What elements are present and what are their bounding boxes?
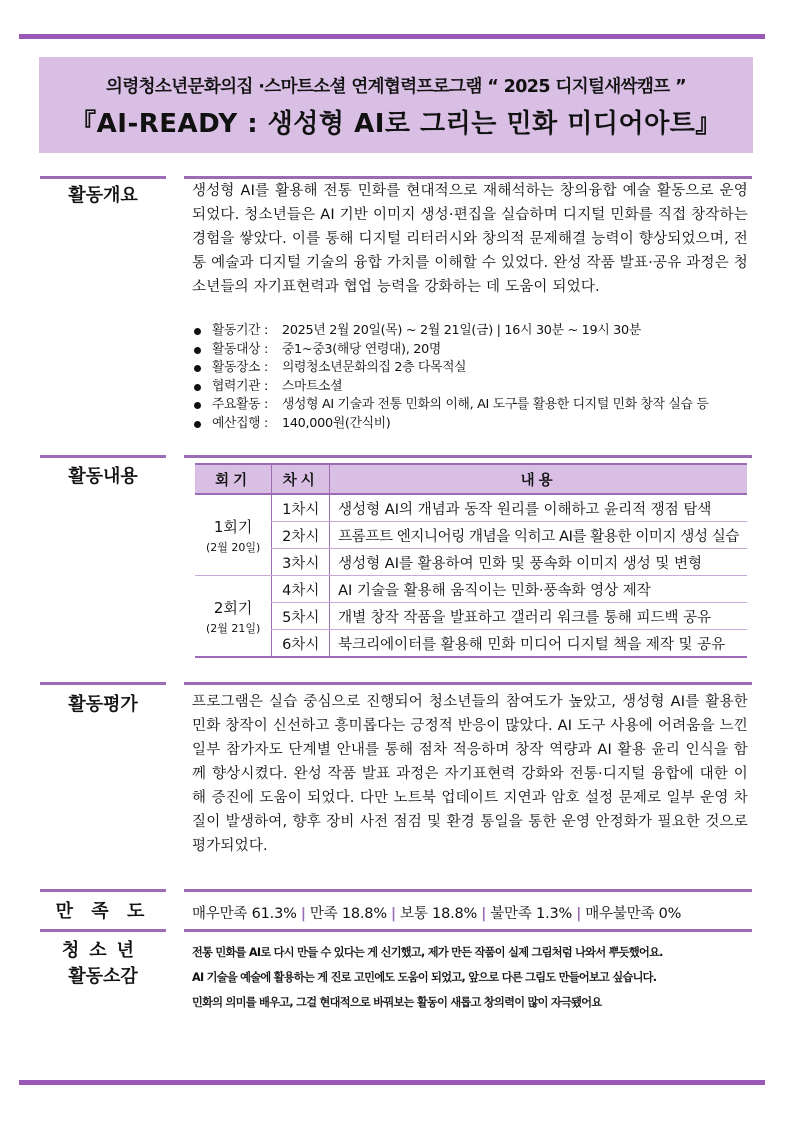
impression-line: 민화의 의미를 배우고, 그걸 현대적으로 바꿔보는 활동이 새롭고 창의력이 많이 자극됐어요 (192, 996, 602, 1009)
separator: | (390, 906, 397, 922)
section-divider-right (184, 455, 752, 458)
session-cell: 4차시 (272, 576, 330, 603)
content-cell: 북크리에이터를 활용해 민화 미디어 디지털 책을 제작 및 공유 (330, 630, 747, 658)
table-header-row (195, 464, 747, 494)
header-round: 회기 (195, 464, 272, 494)
table-row (195, 522, 747, 549)
overview-details (192, 322, 752, 434)
impression-line: 전통 민화를 AI로 다시 만들 수 있다는 게 신기했고, 제가 만든 작품이 실제 그림처럼 나와서 뿌듯했어요. (192, 946, 663, 959)
table-row (195, 603, 747, 630)
content-cell: AI 기술을 활용해 움직이는 민화·풍속화 영상 제작 (330, 576, 747, 603)
content-cell: 프롬프트 엔지니어링 개념을 익히고 AI를 활용한 이미지 생성 실습 (330, 522, 747, 549)
round-cell: 1회기 (2월 20일) (195, 494, 272, 576)
detail-activity: 주요활동 : 생성형 AI 기술과 전통 민화의 이해, AI 도구를 활용한 디지털 민화 창작 실습 등 (192, 396, 752, 415)
table-row (195, 630, 747, 658)
program-subtitle: 의령청소년문화의집 ·스마트소셜 연계협력프로그램 “ 2025 디지털새싹캠프 ” (106, 77, 686, 97)
separator: | (481, 906, 487, 922)
overview-paragraph: 생성형 AI를 활용해 전통 민화를 현대적으로 재해석하는 창의융합 예술 활동으로 운영되었다. 청소년들은 AI 기반 이미지 생성·편집을 실습하며 디지털 민화를 직접 창작하는 경험을 쌓았다. 이를 통해 디지털 리터러시와 창의적 문제해결 능력이 향상되었으며, 전통 예술과 디지털 기술의 융합 가치를 이해할 수 있었다. 완성 작품 발표·공유 과정은 청소년들의 자기표현력과 협업 능력을 강화하는 데 도움이 되었다. (192, 183, 748, 295)
table-row (195, 576, 747, 603)
satisfaction-very-dissatisfied: 매우불만족 0% (585, 906, 682, 922)
detail-target: 활동대상 : 중1~중3(해당 연령대), 20명 (192, 341, 752, 360)
impression-line: AI 기술을 예술에 활용하는 게 진로 고민에도 도움이 되었고, 앞으로 다른 그림도 만들어보고 싶습니다. (192, 971, 657, 984)
header-content: 내용 (330, 464, 747, 494)
section-divider-right (184, 929, 752, 932)
bottom-divider (19, 1080, 765, 1085)
content-label: 활동내용 (68, 466, 138, 487)
overview-label: 활동개요 (68, 185, 138, 206)
table-row (195, 494, 747, 522)
session-cell: 3차시 (272, 549, 330, 576)
session-cell: 2차시 (272, 522, 330, 549)
satisfaction-satisfied: 만족 18.8% (309, 906, 387, 922)
session-cell: 6차시 (272, 630, 330, 658)
content-cell: 생성형 AI를 활용하여 민화 및 풍속화 이미지 생성 및 변형 (330, 549, 747, 576)
detail-period: 활동기간 : 2025년 2월 20일(목) ~ 2월 21일(금) | 16시 30분 ~ 19시 30분 (192, 322, 752, 341)
satisfaction-very-satisfied: 매우만족 61.3% (192, 906, 297, 922)
detail-partner: 협력기관 : 스마트소셜 (192, 378, 752, 397)
section-divider-right (184, 682, 752, 685)
section-divider-right (184, 889, 752, 892)
evaluation-paragraph: 프로그램은 실습 중심으로 진행되어 청소년들의 참여도가 높았고, 생성형 AI를 활용한 민화 창작이 신선하고 흥미롭다는 긍정적 반응이 많았다. AI 도구 사용에 어려움을 느낀 일부 참가자도 단계별 안내를 통해 점차 적응하며 창작 역량과 AI 활용 윤리 인식을 함께 향상시켰다. 완성 작품 발표 과정은 자기표현력 강화와 전통·디지털 융합에 대한 이해 증진에 도움이 되었다. 다만 노트북 업데이트 지연과 암호 설정 문제로 일부 운영 차질이 발생하여, 향후 장비 사전 점검 및 환경 통일을 통한 운영 안정화가 필요한 것으로 평가되었다. (192, 694, 748, 854)
separator: | (576, 906, 582, 922)
table-row (195, 549, 747, 576)
session-cell: 1차시 (272, 494, 330, 522)
section-divider-left (40, 929, 166, 932)
top-divider (19, 34, 765, 39)
content-cell: 개별 창작 작품을 발표하고 갤러리 워크를 통해 피드백 공유 (330, 603, 747, 630)
header-session: 차시 (272, 464, 330, 494)
separator: | (300, 906, 306, 922)
detail-budget: 예산집행 : 140,000원(간식비) (192, 415, 752, 434)
impressions-label: 청소년 활동소감 (61, 940, 145, 987)
section-divider-left (40, 682, 166, 685)
round-cell: 2회기 (2월 21일) (195, 576, 272, 658)
schedule-table (195, 463, 747, 658)
title-banner (39, 57, 753, 153)
satisfaction-neutral: 보통 18.8% (400, 906, 478, 922)
section-divider-left (40, 889, 166, 892)
program-title: 『AI-READY : 생성형 AI로 그리는 민화 미디어아트』 (70, 109, 722, 139)
section-divider-left (40, 176, 166, 179)
section-divider-left (40, 455, 166, 458)
satisfaction-dissatisfied: 불만족 1.3% (490, 906, 573, 922)
impressions-list (192, 940, 752, 1015)
satisfaction-results (192, 902, 681, 923)
content-cell: 생성형 AI의 개념과 동작 원리를 이해하고 윤리적 쟁점 탐색 (330, 494, 747, 522)
detail-place: 활동장소 : 의령청소년문화의집 2층 다목적실 (192, 359, 752, 378)
satisfaction-label: 만 족 도 (55, 901, 151, 922)
evaluation-label: 활동평가 (68, 694, 138, 715)
session-cell: 5차시 (272, 603, 330, 630)
